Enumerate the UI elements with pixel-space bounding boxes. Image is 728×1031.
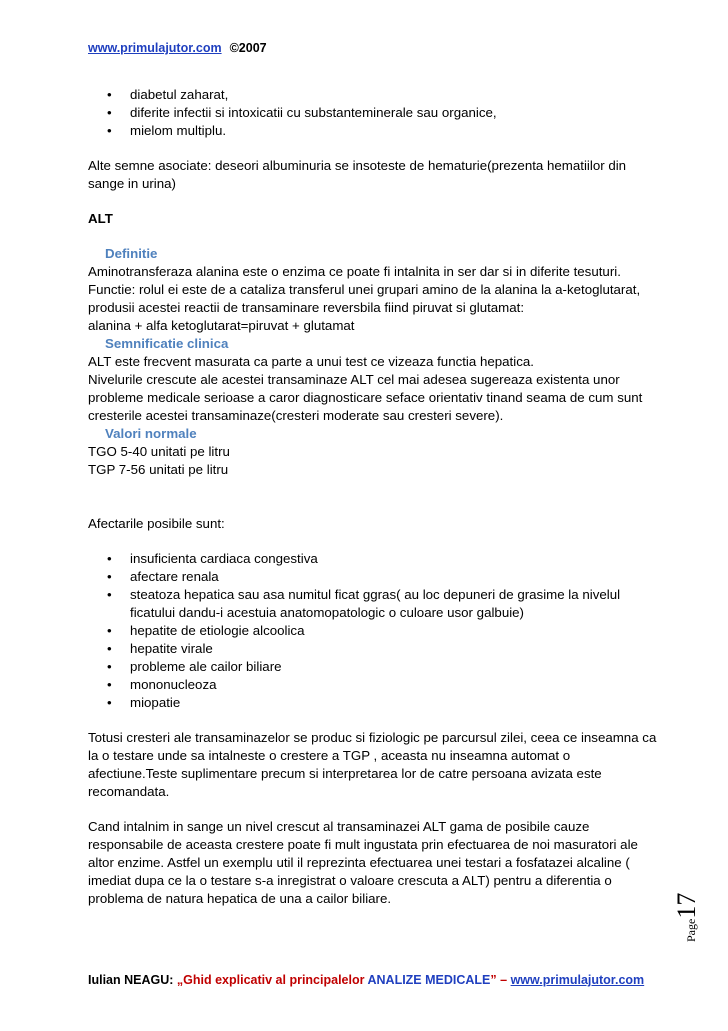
footer-title: „Ghid explicativ al principalelor (176, 973, 365, 987)
semnificatie-line: ALT este frecvent masurata ca parte a unui test ce vizeaza functia hepatica. (88, 354, 534, 369)
paragraph-fiziologic: Totusi cresteri ale transaminazelor se produc si fiziologic pe parcursul zilei, ceea ce inseamna ca la o testare unde sa intalneste o crestere a TGP , aceasta nu inseamna automat o afectiune.Teste suplimentare precum si interpretarea lor de catre persoana avizata este recomandata. (88, 730, 657, 799)
definitie-line: Aminotransferaza alanina este o enzima ce poate fi intalnita in ser dar si in diferite tesuturi. (88, 264, 621, 279)
list-item: • afectare renala (130, 568, 663, 586)
list-item: • probleme ale cailor biliare (130, 658, 663, 676)
definitie-line: Functie: rolul ei este de a cataliza transferul unei grupari amino de la alanina la a-ketoglutarat, produsii acestei reactii de transaminare reversbila fiind piruvat si glutamat: (88, 282, 641, 315)
page-label: Page (684, 918, 698, 942)
list-item: • hepatite de etiologie alcoolica (130, 622, 663, 640)
page-number-value: 17 (672, 892, 701, 919)
semnificatie-line: Nivelurile crescute ale acestei transaminaze ALT cel mai adesea sugereaza existenta unor probleme medicale serioase a caror diagnosticare seface orientativ tinand seama de cum sunt cresterile acestei transaminaze(cresteri moderate sau cresteri severe). (88, 372, 643, 423)
list-item: • diferite infectii si intoxicatii cu substanteminerale sau organice, (130, 104, 663, 122)
list-item: • mielom multiplu. (130, 122, 663, 140)
list-item: • insuficienta cardiaca congestiva (130, 550, 663, 568)
definitie-heading: Definitie (105, 246, 158, 261)
valori-line: TGO 5-40 unitati pe litru (88, 444, 230, 459)
section-title: ALT (88, 211, 113, 226)
footer-author: Iulian NEAGU: (88, 973, 174, 987)
valori-line: TGP 7-56 unitati pe litru (88, 462, 229, 477)
afectari-intro: Afectarile posibile sunt: (88, 516, 225, 531)
list-item: • hepatite virale (130, 640, 663, 658)
top-bullet-list (88, 86, 663, 140)
afectari-list (88, 550, 663, 712)
footer-title-caps: ANALIZE MEDICALE (367, 973, 491, 987)
list-item: • steatoza hepatica sau asa numitul ficat ggras( au loc depuneri de grasime la nivelul ficatului dandu-i acestuia anatomopatologic o culoare usor galbuie) (130, 586, 663, 622)
definitie-line: alanina + alfa ketoglutarat=piruvat + glutamat (88, 318, 355, 333)
semnificatie-heading: Semnificatie clinica (105, 336, 229, 351)
footer-close-quote: ” – (490, 973, 508, 987)
intro-paragraph: Alte semne asociate: deseori albuminuria se insoteste de hematurie(prezenta hematiilor din sange in urina) (88, 158, 627, 191)
page-footer (88, 973, 644, 987)
list-item: • mononucleoza (130, 676, 663, 694)
page-header (88, 41, 267, 55)
footer-site-link[interactable]: www.primulajutor.com (510, 973, 645, 987)
header-site-link[interactable]: www.primulajutor.com (88, 41, 222, 55)
list-item: • diabetul zaharat, (130, 86, 663, 104)
page-number (672, 892, 728, 942)
header-copyright: ©2007 (229, 41, 267, 55)
paragraph-alt-cauze: Cand intalnim in sange un nivel crescut al transaminazei ALT gama de posibile cauze responsabile de aceasta crestere poate fi mult ingustata prin efectuarea de noi masuratori ale altor enzime. Astfel un exemplu util il reprezinta efectuarea unei testari a fosfatazei alcaline ( imediat dupa ce la o testare s-a inregistrat o valoare crescuta a ALT) pentru a diferentia o problema de natura hepatica de una a cailor biliare. (88, 819, 638, 906)
valori-heading: Valori normale (105, 426, 197, 441)
list-item: • miopatie (130, 694, 663, 712)
page-content (88, 86, 663, 908)
